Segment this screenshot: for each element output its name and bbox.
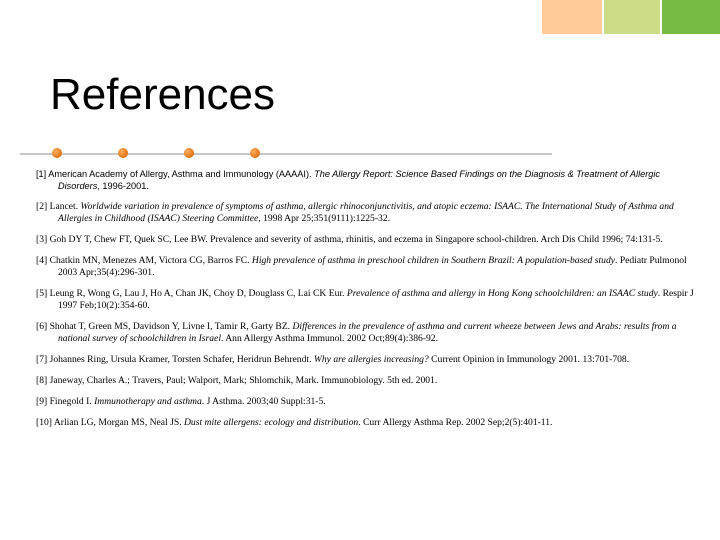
decor-tile-green <box>662 0 720 34</box>
reference-authors: Chatkin MN, Menezes AM, Victora CG, Barros FC. <box>49 255 252 266</box>
bullet-dot-icon <box>184 148 194 158</box>
title-divider <box>20 153 552 155</box>
reference-list <box>36 168 696 438</box>
reference-source: , 1998 Apr 25;351(9111):1225-32. <box>258 213 391 224</box>
reference-authors: Arlian LG, Morgan MS, Neal JS. <box>53 417 184 428</box>
reference-item <box>36 354 696 366</box>
reference-source: . Respir J 1997 Feb;10(2):354-60. <box>58 288 694 311</box>
reference-number: [7] <box>36 354 48 365</box>
reference-authors: Goh DY T, Chew FT, Quek SC, Lee BW. Prevalence and severity of asthma, rhinitis, and eczema in Singapore school-children. Arch Dis Child 1996; 74:131-5. <box>49 234 663 245</box>
decor-tile-orange <box>542 0 602 34</box>
reference-number: [2] <box>36 201 48 212</box>
reference-authors: Johannes Ring, Ursula Kramer, Torsten Schafer, Heridrun Behrendt. <box>49 354 314 365</box>
reference-title: The Allergy Report: Science Based Findings on the Diagnosis & Treatment of Allergic Disorders <box>58 169 661 191</box>
reference-title: Differences in the prevalence of asthma and current wheeze between Jews and Arabs: results from a national survey of schoolchildren in Israel <box>58 321 677 344</box>
reference-title: Immunotherapy and asthma <box>94 396 202 407</box>
reference-authors: Lancet. <box>49 201 81 212</box>
bullet-dot-icon <box>118 148 128 158</box>
reference-item <box>36 417 696 429</box>
reference-authors: Leung R, Wong G, Lau J, Ho A, Chan JK, Choy D, Douglass C, Lai CK Eur. <box>49 288 347 299</box>
reference-source: Current Opinion in Immunology 2001. 13:701-708. <box>428 354 630 365</box>
reference-title: Dust mite allergens: ecology and distribution <box>184 417 359 428</box>
reference-source: . Curr Allergy Asthma Rep. 2002 Sep;2(5):401-11. <box>358 417 553 428</box>
reference-source: , 1996-2001. <box>97 181 149 191</box>
reference-authors: Janeway, Charles A.; Travers, Paul; Walport, Mark; Shlomchik, Mark. Immunobiology. 5th ed. 2001. <box>49 375 438 386</box>
reference-number: [1] <box>36 169 47 179</box>
reference-authors: Finegold I. <box>49 396 95 407</box>
reference-item <box>36 288 696 312</box>
reference-number: [3] <box>36 234 48 245</box>
reference-authors: American Academy of Allergy, Asthma and Immunology (AAAAI). <box>48 169 315 179</box>
reference-number: [10] <box>36 417 52 428</box>
reference-number: [4] <box>36 255 48 266</box>
reference-item <box>36 201 696 225</box>
reference-item <box>36 396 696 408</box>
reference-title: Why are allergies increasing? <box>313 354 429 365</box>
reference-title: High prevalence of asthma in preschool children in Southern Brazil: A population-based study <box>251 255 616 266</box>
reference-source: . Pediatr Pulmonol 2003 Apr;35(4):296-301. <box>58 255 687 278</box>
reference-title: Prevalence of asthma and allergy in Hong Kong schoolchildren: an ISAAC study <box>346 288 658 299</box>
reference-item <box>36 375 696 387</box>
reference-number: [6] <box>36 321 48 332</box>
reference-source: . Ann Allergy Asthma Immunol. 2002 Oct;89(4):386-92. <box>220 333 438 344</box>
decor-tile-lightgreen <box>604 0 660 34</box>
reference-item <box>36 234 696 246</box>
bullet-dot-icon <box>250 148 260 158</box>
reference-item <box>36 321 696 345</box>
reference-number: [8] <box>36 375 48 386</box>
reference-item <box>36 168 696 192</box>
reference-item <box>36 255 696 279</box>
reference-number: [5] <box>36 288 48 299</box>
reference-source: . J Asthma. 2003;40 Suppl:31-5. <box>201 396 326 407</box>
reference-title: Worldwide variation in prevalence of symptoms of asthma, allergic rhinoconjunctivitis, and atopic eczema: ISAAC. The International Study of Asthma and Allergies in Childhood (ISAAC) Steering Committee <box>58 201 674 224</box>
reference-number: [9] <box>36 396 48 407</box>
bullet-dot-icon <box>52 148 62 158</box>
slide-title: References <box>50 70 276 119</box>
reference-authors: Shohat T, Green MS, Davidson Y, Livne I, Tamir R, Garty BZ. <box>49 321 293 332</box>
